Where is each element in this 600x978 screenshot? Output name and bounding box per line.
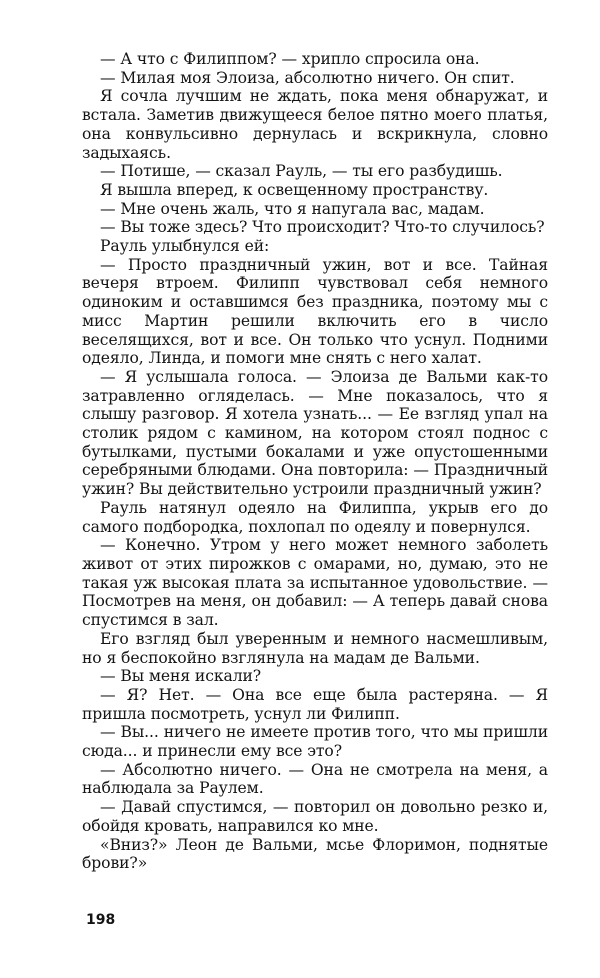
paragraph: Его взгляд был уверенным и немного насмешливым, но я беспокойно взглянула на мадам де Вальми.: [82, 629, 548, 667]
paragraph: — Просто праздничный ужин, вот и все. Тайная вечеря втроем. Филипп чувствовал себя немного одиноким и оставшимся без праздника, поэтому мы с мисс Мартин решили включить его в число веселящихся, вот и все. Он только что уснул. Подними одеяло, Линда, и помоги мне снять с него халат.: [82, 255, 548, 368]
paragraph: — Абсолютно ничего. — Она не смотрела на меня, а наблюдала за Раулем.: [82, 760, 548, 798]
page-number: 198: [86, 912, 116, 928]
paragraph: — Я? Нет. — Она все еще была растеряна. — Я пришла посмотреть, уснул ли Филипп.: [82, 685, 548, 723]
paragraph: Рауль улыбнулся ей:: [100, 237, 270, 256]
paragraph: — Давай спустимся, — повторил он довольно резко и, обойдя кровать, направился ко мне.: [82, 798, 548, 835]
paragraph: — Вы тоже здесь? Что происходит? Что-то случилось?: [100, 218, 545, 237]
paragraph: — Вы меня искали?: [100, 667, 262, 686]
paragraph: — А что с Филиппом? — хрипло спросила она.: [100, 50, 480, 68]
paragraph: — Милая моя Элоиза, абсолютно ничего. Он спит.: [100, 68, 515, 87]
paragraph: — Мне очень жаль, что я напугала вас, мадам.: [100, 199, 485, 218]
paragraph: — Я услышала голоса. — Элоиза де Вальми как-то затравленно огляделась. — Мне показалось, что я слышу разговор. Я хотела узнать... — Ее взгляд упал на столик рядом с камином, на котором стоял поднос с бутылками, пустыми бокалами и уже опустошенными серебряными блюдами. Она повторила: — Праздничный ужин? Вы действительно устроили праздничный ужин?: [82, 367, 548, 499]
paragraph: «Вниз?» Леон де Вальми, мсье Флоримон, поднятые брови?»: [82, 835, 548, 873]
paragraph: — Конечно. Утром у него может немного заболеть живот от этих пирожков с омарами, но, думаю, это не такая уж высокая плата за испытанное удовольствие. — Посмотрев на меня, он добавил: — А теперь давай снова спустимся в зал.: [82, 536, 548, 630]
body-text: [82, 50, 548, 873]
paragraph: Я вышла вперед, к освещенному пространству.: [100, 180, 489, 199]
paragraph: Я сочла лучшим не ждать, пока меня обнаружат, и встала. Заметив движущееся белое пятно моего платья, она конвульсивно дернулась и вскрикнула, словно задыхаясь.: [82, 87, 548, 162]
paragraph: — Потише, — сказал Рауль, — ты его разбудишь.: [100, 162, 503, 181]
paragraph: — Вы... ничего не имеете против того, что мы пришли сюда... и принесли ему все это?: [82, 723, 548, 761]
paragraph: Рауль натянул одеяло на Филиппа, укрыв его до самого подбородка, похлопал по одеялу и повернулся.: [82, 498, 548, 536]
